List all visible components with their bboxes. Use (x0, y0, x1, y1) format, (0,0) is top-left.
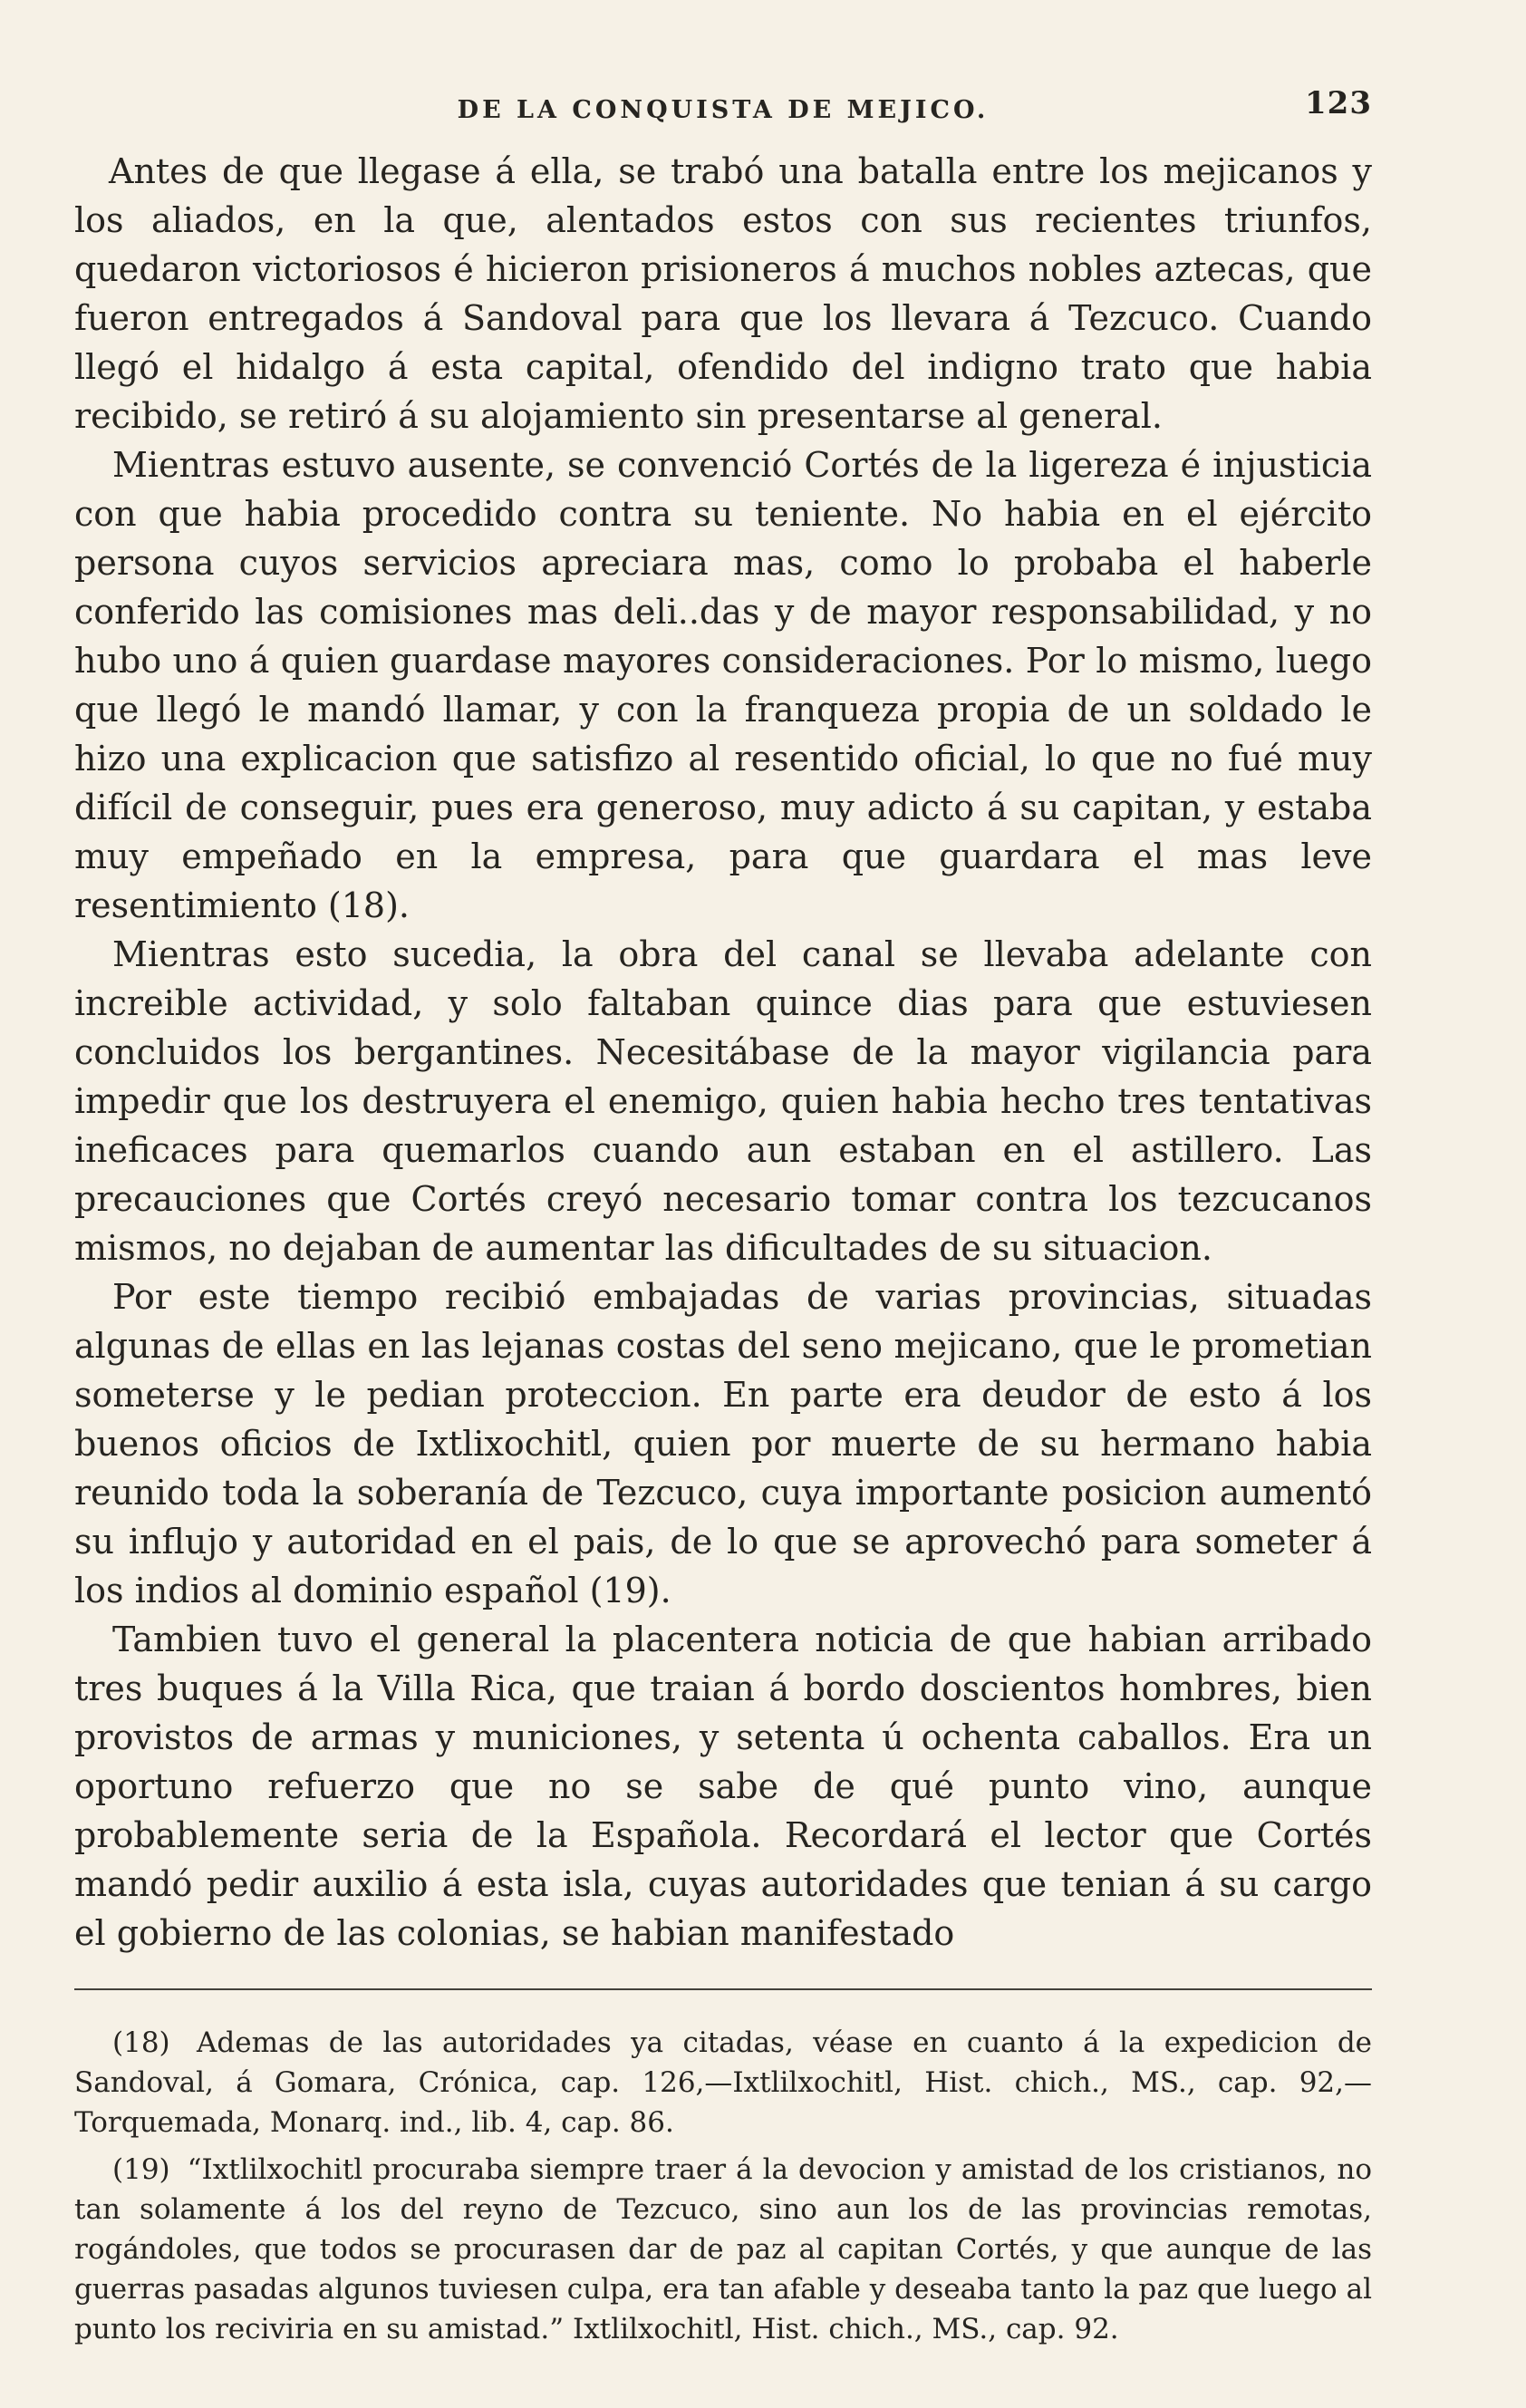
page-header (74, 80, 1372, 134)
footnote-19-text: “Ixtlilxochitl procuraba siempre traer á la devocion y amistad de los cristianos, no tan solamente á los del reyno de Tezcuco, sino aun los de las provincias remotas, rogándoles, que todos se procurasen dar de paz al capitan Cortés, y que aunque de las guerras pasadas algunos tuviesen culpa, era tan afable y deseaba tanto la paz que luego al punto los reciviria en su amistad.” Ixtlilxochitl, Hist. chich., MS., cap. 92. (74, 2153, 1372, 2345)
paragraph-2: Mientras estuvo ausente, se convenció Cortés de la ligereza é injusticia con que habia procedido contra su teniente. No habia en el ejército persona cuyos servicios apreciara mas, como lo probaba el haberle conferido las comisiones mas deli..das y de mayor responsabilidad, y no hubo uno á quien guardase mayores consideraciones. Por lo mismo, luego que llegó le mandó llamar, y con la franqueza propia de un soldado le hizo una explicacion que satisfizo al resentido oficial, lo que no fué muy difícil de conseguir, pues era generoso, muy adicto á su capitan, y estaba muy empeñado en la empresa, para que guardara el mas leve resentimiento (18). (74, 445, 1372, 925)
footnote-18-text: Ademas de las autoridades ya citadas, véase en cuanto á la expedicion de Sandoval, á Gomara, Crónica, cap. 126,—Ixtlilxochitl, Hist. chich., MS., cap. 92,—Torquemada, Monarq. ind., lib. 4, cap. 86. (74, 2026, 1373, 2139)
paragraph-4: Por este tiempo recibió embajadas de varias provincias, situadas algunas de ellas en las lejanas costas del seno mejicano, que le prometian someterse y le pedian proteccion. En parte era deudor de esto á los buenos oficios de Ixtlixochitl, quien por muerte de su hermano habia reunido toda la soberanía de Tezcuco, cuya importante posicion aumentó su influjo y autoridad en el pais, de lo que se aprovechó para someter á los indios al dominio español (19). (74, 1277, 1372, 1610)
footnote-18-ref: (18) (112, 2026, 170, 2059)
footnote-18 (74, 2023, 1372, 2142)
page-number: 123 (1305, 85, 1372, 121)
paragraph-1: Antes de que llegase á ella, se trabó una batalla entre los mejicanos y los aliados, en la que, alentados estos con sus recientes triunfos, quedaron victoriosos é hicieron prisioneros á muchos nobles aztecas, que fueron entregados á Sandoval para que los llevara á Tezcuco. Cuando llegó el hidalgo á esta capital, ofendido del indigno trato que habia recibido, se retiró á su alojamiento sin presentarse al general. (74, 151, 1372, 436)
footnote-divider (74, 1988, 1372, 1990)
footnote-19-ref: (19) (112, 2153, 170, 2186)
footnote-19 (74, 2150, 1372, 2349)
body-text (74, 147, 1372, 1958)
paragraph-3: Mientras esto sucedia, la obra del canal se llevaba adelante con increible actividad, y solo faltaban quince dias para que estuviesen concluidos los bergantines. Necesitábase de la mayor vigilancia para impedir que los destruyera el enemigo, quien habia hecho tres tentativas ineficaces para quemarlos cuando aun estaban en el astillero. Las precauciones que Cortés creyó necesario tomar contra los tezcucanos mismos, no dejaban de aumentar las dificultades de su situacion. (74, 934, 1372, 1268)
paragraph-5: Tambien tuvo el general la placentera noticia de que habian arribado tres buques á la Villa Rica, que traian á bordo doscientos hombres, bien provistos de armas y municiones, y setenta ú ochenta caballos. Era un oportuno refuerzo que no se sabe de qué punto vino, aunque probablemente seria de la Española. Recordará el lector que Cortés mandó pedir auxilio á esta isla, cuyas autoridades que tenian á su cargo el gobierno de las colonias, se habian manifestado (74, 1620, 1372, 1953)
footnotes (74, 2023, 1372, 2349)
running-head: DE LA CONQUISTA DE MEJICO. (457, 96, 990, 124)
